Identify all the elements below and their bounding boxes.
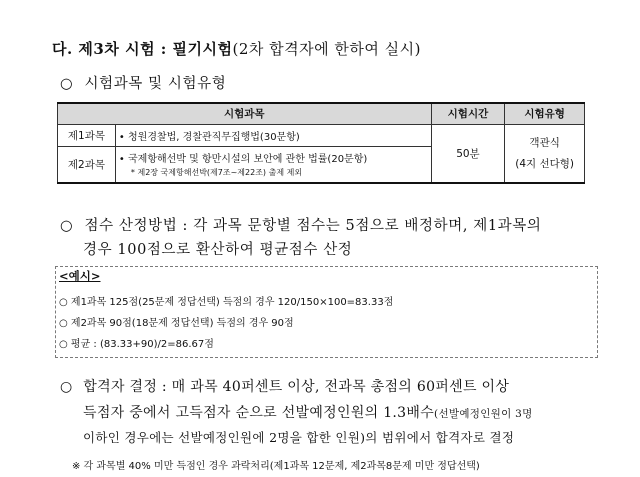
- subjects-title-text: 시험과목 및 시험유형: [84, 76, 227, 92]
- bullet-icon: ○: [60, 76, 74, 92]
- bullet-icon: ○: [60, 379, 73, 395]
- subjects-section-title: [60, 72, 226, 93]
- decision-text-2: 득점자 중에서 고득점자 순으로 선발예정인원의 1.3배수: [83, 405, 435, 421]
- example-line-3: ○ 평균 : (83.33+90)/2=86.67점: [59, 339, 214, 350]
- scoring-line-1: [60, 214, 542, 235]
- example-line-1: ○ 제1과목 125점(25문제 정답선택) 득점의 경우 120/150×100=83.33점: [59, 297, 394, 308]
- decision-line-1: [60, 376, 509, 396]
- exam-time: 50분: [431, 124, 505, 183]
- decision-text-2-small: (선발예정인원이 3명: [434, 408, 533, 420]
- footnote: ※ 각 과목별 40% 미만 득점인 경우 과락처리(제1과목 12문제, 제2과목8문제 미만 정답선택): [72, 461, 480, 472]
- example-title: <예시>: [59, 269, 101, 283]
- scoring-text-1: 점수 산정방법 : 각 과목 문항별 점수는 5점으로 배정하며, 제1과목의: [84, 218, 542, 234]
- section-heading-bold: 다. 제3차 시험 : 필기시험: [52, 40, 233, 58]
- section-heading-note: (2차 합격자에 한하여 실시): [232, 40, 421, 58]
- decision-line-2: [83, 402, 533, 422]
- subject-2-detail-cell: [115, 146, 431, 183]
- section-heading: [52, 38, 421, 59]
- example-line-2: ○ 제2과목 90점(18문제 정답선택) 득점의 경우 90점: [59, 318, 294, 329]
- subject-1-name: 제1과목: [58, 124, 116, 146]
- exam-type-line1: 객관식: [529, 137, 560, 150]
- subject-2-note: * 제2장 국제항해선박(제7조~제22조) 출제 제외: [130, 168, 303, 178]
- exam-type-line2: (4지 선다형): [515, 158, 575, 171]
- exam-type: [505, 124, 585, 183]
- subject-2-detail: • 국제항해선박 및 항만시설의 보안에 관한 법률(20문항): [118, 154, 368, 166]
- subject-1-detail: • 청원경찰법, 경찰관직무집행법(30문항): [115, 124, 431, 146]
- scoring-line-2: 경우 100점으로 환산하여 평균점수 산정: [83, 242, 353, 258]
- bullet-icon: ○: [60, 218, 74, 234]
- header-time: 시험시간: [431, 103, 505, 124]
- subject-2-name: 제2과목: [58, 146, 116, 183]
- subjects-table: [57, 102, 585, 184]
- table-header-row: [58, 103, 585, 124]
- header-type: 시험유형: [505, 103, 585, 124]
- decision-text-1: 합격자 결정 : 매 과목 40퍼센트 이상, 전과목 총점의 60퍼센트 이상: [83, 379, 510, 395]
- decision-line-3: 이하인 경우에는 선발예정인원에 2명을 합한 인원)의 범위에서 합격자로 결정: [83, 430, 515, 445]
- example-box: [55, 266, 598, 358]
- header-subject: 시험과목: [58, 103, 432, 124]
- table-row: [58, 124, 585, 146]
